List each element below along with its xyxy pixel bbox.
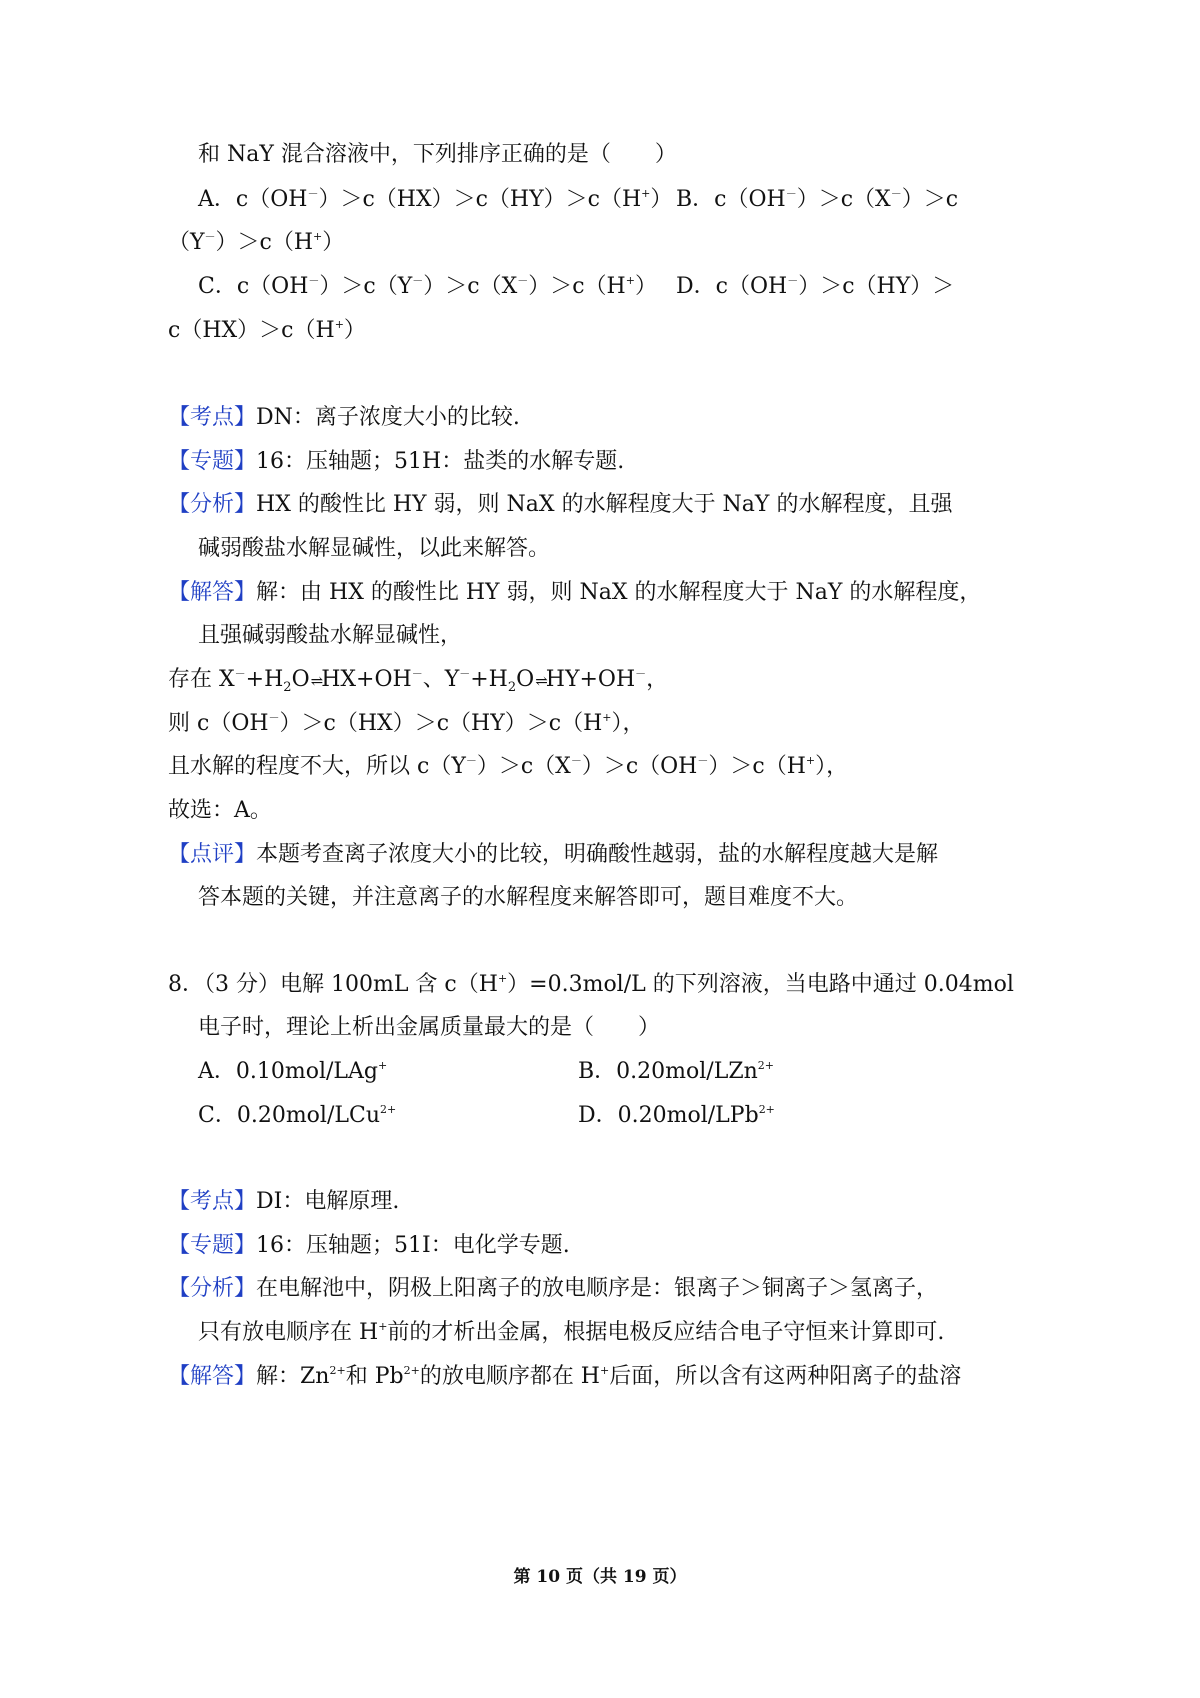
q8-option-d: D．0.20mol/LPb$^{2+}$ bbox=[578, 1103, 775, 1128]
q8-option-a: A．0.10mol/LAg+ bbox=[198, 1059, 388, 1084]
q7-kaodian: 【考点】DN：离子浓度大小的比较. bbox=[168, 405, 520, 430]
q7-order-line2: 且水解的程度不大，所以 c（Y－）＞c（X－）＞c（OH－）＞c（H+）， bbox=[168, 754, 849, 779]
q8-option-b: B．0.20mol/LZn$^{2+}$ bbox=[578, 1059, 774, 1084]
q8-stem-line2: 电子时，理论上析出金属质量最大的是（ ） bbox=[198, 1015, 661, 1040]
jieda-tag: 【解答】 bbox=[168, 1364, 257, 1389]
q7-jieda: 【解答】解：由 HX 的酸性比 HY 弱，则 NaX 的水解程度大于 NaY 的水解程度， bbox=[168, 580, 982, 605]
q7-fenxi-line2: 碱弱酸盐水解显碱性，以此来解答。 bbox=[198, 536, 551, 561]
kaodian-tag: 【考点】 bbox=[168, 405, 257, 430]
q8-kaodian: 【考点】DI：电解原理. bbox=[168, 1189, 400, 1214]
q7-stem-tail: 和 NaY 混合溶液中，下列排序正确的是（ ） bbox=[198, 142, 677, 167]
q7-option-a: A．c（OH－）＞c（HX）＞c（HY）＞c（H+） bbox=[198, 187, 673, 212]
q7-jieda-line2: 且强碱弱酸盐水解显碱性， bbox=[198, 623, 463, 648]
q7-option-d: D．c（OH－）＞c（HY）＞ bbox=[676, 274, 955, 299]
q8-jieda: 【解答】解：$Zn^{2+}$和 $Pb^{2+}$的放电顺序都在 H+后面，所以含有这两种阳离子的盐溶 bbox=[168, 1364, 962, 1389]
q8-zhuanti: 【专题】16：压轴题；51I：电化学专题. bbox=[168, 1233, 570, 1258]
q7-zhuanti: 【专题】16：压轴题；51H：盐类的水解专题. bbox=[168, 449, 625, 474]
q8-stem-line1: 8．（3 分）电解 100mL 含 c（H+）=0.3mol/L 的下列溶液，当电路中通过 0.04mol bbox=[168, 972, 1014, 997]
q7-equation-line: 存在 $X^-+H_2O\rightleftharpoons HX+OH^-$、$Y^-+H_2O\rightleftharpoons HY+OH^-$， bbox=[168, 667, 669, 695]
q7-fenxi: 【分析】HX 的酸性比 HY 弱，则 NaX 的水解程度大于 NaY 的水解程度，且强 bbox=[168, 492, 953, 517]
fenxi-tag: 【分析】 bbox=[168, 492, 257, 517]
fenxi-tag: 【分析】 bbox=[168, 1276, 257, 1301]
page-footer: 第 10 页（共 19 页） bbox=[513, 1567, 687, 1587]
q7-order-line1: 则 c（OH－）＞c（HX）＞c（HY）＞c（H+）， bbox=[168, 711, 645, 736]
q7-dianping-line2: 答本题的关键，并注意离子的水解程度来解答即可，题目难度不大。 bbox=[198, 885, 859, 910]
q8-option-c: C．0.20mol/LCu$^{2+}$ bbox=[198, 1103, 397, 1128]
zhuanti-tag: 【专题】 bbox=[168, 1233, 257, 1258]
zhuanti-tag: 【专题】 bbox=[168, 449, 257, 474]
q8-fenxi-line2: 只有放电顺序在 H+前的才析出金属，根据电极反应结合电子守恒来计算即可. bbox=[198, 1320, 945, 1345]
q7-option-b-cont: （Y－）＞c（H+） bbox=[168, 230, 345, 255]
dianping-tag: 【点评】 bbox=[168, 842, 257, 867]
q7-option-d-cont: c（HX）＞c（H+） bbox=[168, 318, 366, 343]
kaodian-tag: 【考点】 bbox=[168, 1189, 257, 1214]
q8-fenxi: 【分析】在电解池中，阴极上阳离子的放电顺序是：银离子＞铜离子＞氢离子， bbox=[168, 1276, 939, 1301]
q7-option-c: C．c（OH－）＞c（Y－）＞c（X－）＞c（H+） bbox=[198, 274, 657, 299]
q7-dianping: 【点评】本题考查离子浓度大小的比较，明确酸性越弱，盐的水解程度越大是解 bbox=[168, 842, 939, 867]
jieda-tag: 【解答】 bbox=[168, 580, 257, 605]
q7-option-b: B．c（OH－）＞c（X－）＞c bbox=[676, 187, 959, 212]
q7-answer: 故选：A。 bbox=[168, 798, 272, 823]
